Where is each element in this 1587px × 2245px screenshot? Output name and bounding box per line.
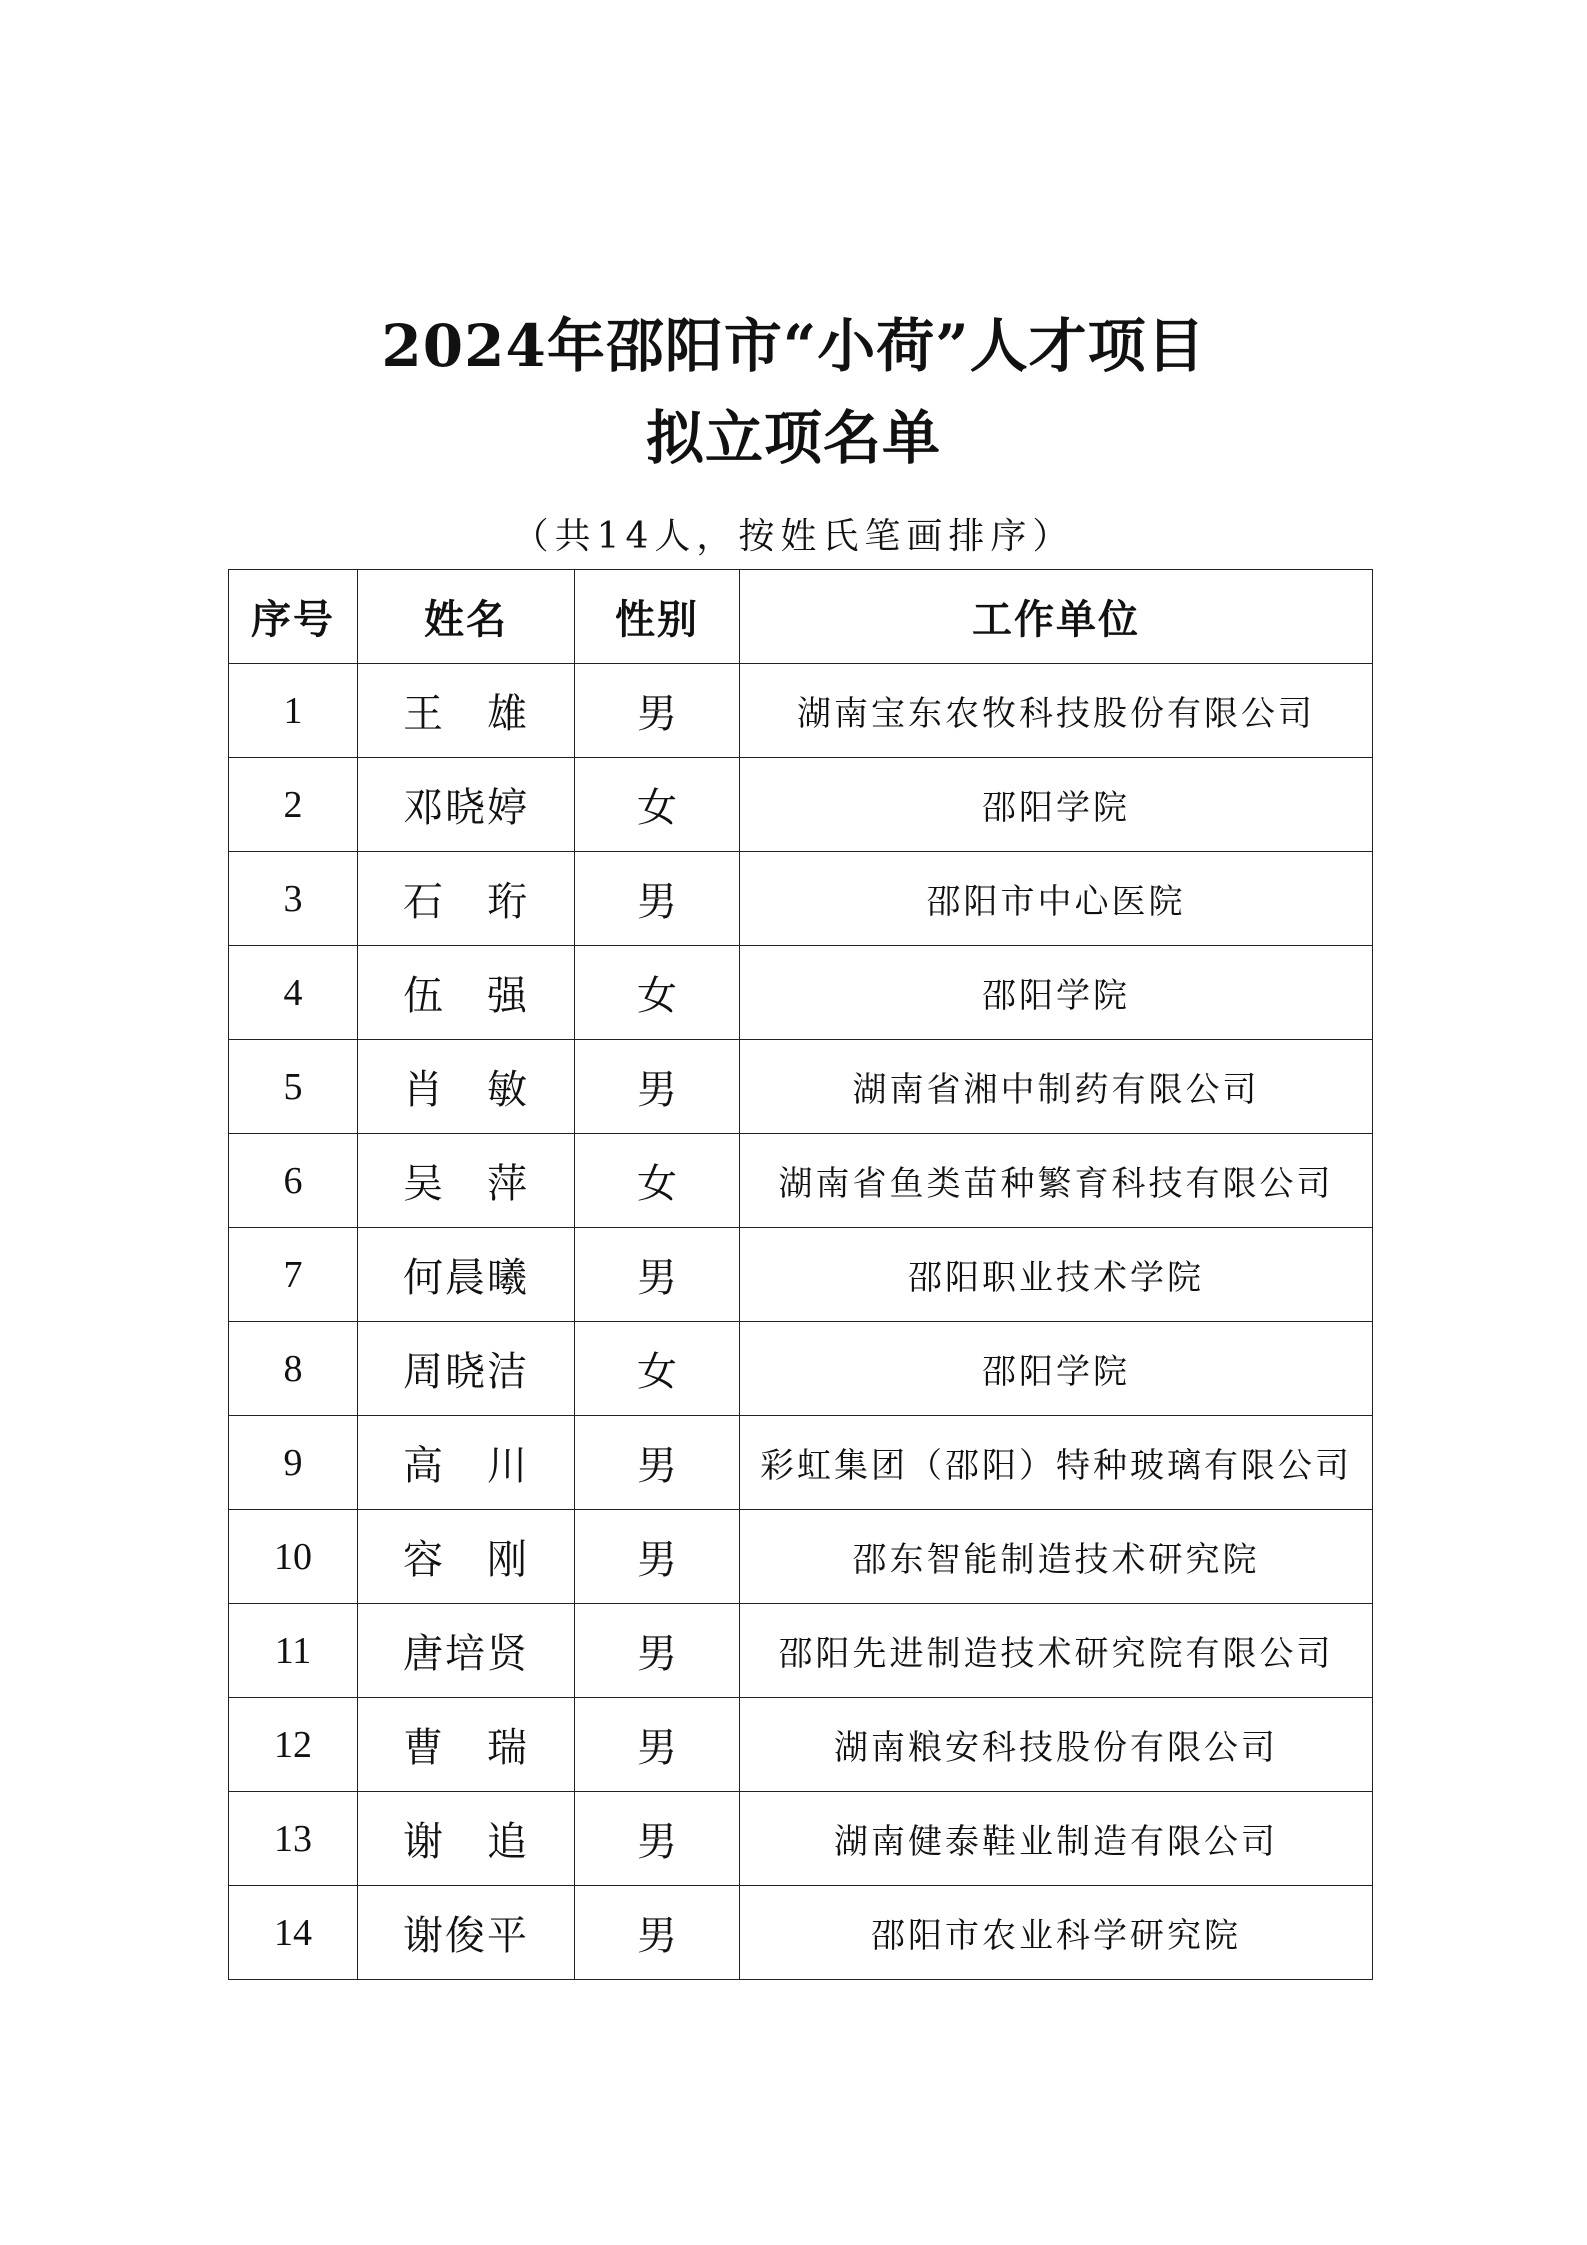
name-cell: 唐培贤 (358, 1604, 575, 1698)
gender-cell: 男 (575, 1510, 740, 1604)
name-cell: 王 雄 (358, 664, 575, 758)
roster-table (228, 569, 1373, 1980)
gender-cell: 女 (575, 946, 740, 1040)
gender-cell: 男 (575, 1698, 740, 1792)
table-row (229, 852, 1373, 946)
work-unit-cell: 邵阳学院 (740, 758, 1373, 852)
serial-number-cell: 1 (229, 664, 358, 758)
header-serial-number: 序号 (229, 570, 358, 664)
work-unit-cell: 邵阳市中心医院 (740, 852, 1373, 946)
serial-number-cell: 10 (229, 1510, 358, 1604)
work-unit-cell: 湖南粮安科技股份有限公司 (740, 1698, 1373, 1792)
title-line-2: 拟立项名单 (645, 404, 941, 472)
serial-number-cell: 14 (229, 1886, 358, 1980)
name-cell: 谢 追 (358, 1792, 575, 1886)
work-unit-cell: 湖南健泰鞋业制造有限公司 (740, 1792, 1373, 1886)
table-row (229, 1510, 1373, 1604)
name-cell: 石 珩 (358, 852, 575, 946)
header-name: 姓名 (358, 570, 575, 664)
name-cell: 何晨曦 (358, 1228, 575, 1322)
serial-number-cell: 11 (229, 1604, 358, 1698)
name-cell: 曹 瑞 (358, 1698, 575, 1792)
header-gender: 性别 (575, 570, 740, 664)
table-row (229, 1322, 1373, 1416)
work-unit-cell: 邵阳先进制造技术研究院有限公司 (740, 1604, 1373, 1698)
work-unit-cell: 邵东智能制造技术研究院 (740, 1510, 1373, 1604)
table-row (229, 1698, 1373, 1792)
gender-cell: 女 (575, 1134, 740, 1228)
header-work-unit: 工作单位 (740, 570, 1373, 664)
table-row (229, 946, 1373, 1040)
gender-cell: 男 (575, 1792, 740, 1886)
work-unit-cell: 湖南省湘中制药有限公司 (740, 1040, 1373, 1134)
gender-cell: 男 (575, 852, 740, 946)
table-row (229, 1792, 1373, 1886)
work-unit-cell: 湖南宝东农牧科技股份有限公司 (740, 664, 1373, 758)
name-cell: 邓晓婷 (358, 758, 575, 852)
serial-number-cell: 9 (229, 1416, 358, 1510)
serial-number-cell: 3 (229, 852, 358, 946)
table-row (229, 1604, 1373, 1698)
name-cell: 周晓洁 (358, 1322, 575, 1416)
table-row (229, 1886, 1373, 1980)
name-cell: 肖 敏 (358, 1040, 575, 1134)
gender-cell: 男 (575, 1416, 740, 1510)
name-cell: 吴 萍 (358, 1134, 575, 1228)
serial-number-cell: 5 (229, 1040, 358, 1134)
serial-number-cell: 8 (229, 1322, 358, 1416)
table-row (229, 1228, 1373, 1322)
serial-number-cell: 6 (229, 1134, 358, 1228)
title-line-1: 2024年邵阳市“小荷”人才项目 (381, 312, 1206, 380)
gender-cell: 男 (575, 1228, 740, 1322)
gender-cell: 女 (575, 1322, 740, 1416)
work-unit-cell: 邵阳市农业科学研究院 (740, 1886, 1373, 1980)
serial-number-cell: 13 (229, 1792, 358, 1886)
document-subtitle: （共14人，按姓氏笔画排序） (512, 516, 1075, 557)
work-unit-cell: 邵阳学院 (740, 946, 1373, 1040)
serial-number-cell: 7 (229, 1228, 358, 1322)
name-cell: 容 刚 (358, 1510, 575, 1604)
gender-cell: 男 (575, 1040, 740, 1134)
gender-cell: 男 (575, 664, 740, 758)
table-header-row (229, 570, 1373, 664)
serial-number-cell: 12 (229, 1698, 358, 1792)
document-title (0, 300, 1587, 484)
work-unit-cell: 邵阳职业技术学院 (740, 1228, 1373, 1322)
serial-number-cell: 4 (229, 946, 358, 1040)
gender-cell: 男 (575, 1604, 740, 1698)
table-row (229, 1416, 1373, 1510)
name-cell: 谢俊平 (358, 1886, 575, 1980)
serial-number-cell: 2 (229, 758, 358, 852)
work-unit-cell: 湖南省鱼类苗种繁育科技有限公司 (740, 1134, 1373, 1228)
table-row (229, 1134, 1373, 1228)
gender-cell: 女 (575, 758, 740, 852)
name-cell: 高 川 (358, 1416, 575, 1510)
work-unit-cell: 邵阳学院 (740, 1322, 1373, 1416)
work-unit-cell: 彩虹集团（邵阳）特种玻璃有限公司 (740, 1416, 1373, 1510)
name-cell: 伍 强 (358, 946, 575, 1040)
table-row (229, 758, 1373, 852)
gender-cell: 男 (575, 1886, 740, 1980)
table-row (229, 664, 1373, 758)
table-row (229, 1040, 1373, 1134)
